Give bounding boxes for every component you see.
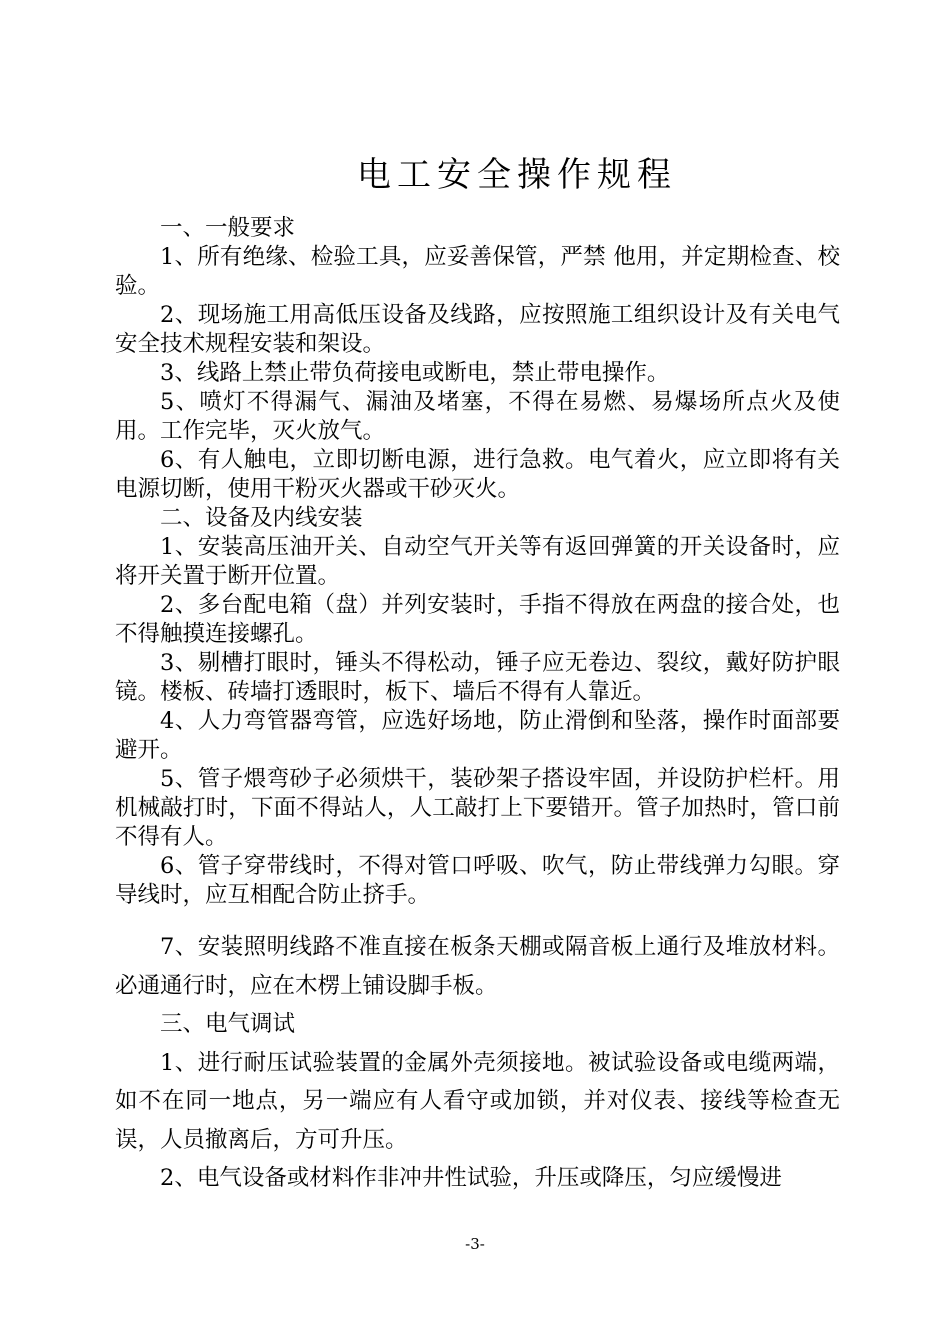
page-number: -3- bbox=[465, 1235, 485, 1253]
body-text-loose bbox=[115, 928, 840, 1198]
paragraph: 2、电气设备或材料作非冲井性试验，升压或降压，匀应缓慢进 bbox=[160, 1165, 782, 1191]
paragraph: 1、进行耐压试验装置的金属外壳须接地。被试验设备或电缆两端，如不在同一地点，另一端应有人看守或加锁，并对仪表、接线等检查无误，人员撤离后，方可升压。 bbox=[115, 1049, 840, 1153]
page-title: 电工安全操作规程 bbox=[357, 155, 677, 195]
section-heading-installation: 二、设备及内线安装 bbox=[160, 505, 363, 531]
paragraph: 5、管子煨弯砂子必须烘干，装砂架子搭设牢固，并设防护栏杆。用机械敲打时，下面不得站人，人工敲打上下要错开。管子加热时，管口前不得有人。 bbox=[115, 766, 840, 850]
paragraph: 2、多台配电箱（盘）并列安装时，手指不得放在两盘的接合处，也不得触摸连接螺孔。 bbox=[115, 592, 840, 647]
paragraph: 6、有人触电，立即切断电源，进行急救。电气着火，应立即将有关电源切断，使用干粉灭火器或干砂灭火。 bbox=[115, 447, 840, 502]
body-text-tight bbox=[115, 214, 840, 910]
paragraph: 2、现场施工用高低压设备及线路，应按照施工组织设计及有关电气安全技术规程安装和架设。 bbox=[115, 302, 840, 357]
paragraph: 5、喷灯不得漏气、漏油及堵塞，不得在易燃、易爆场所点火及使用。工作完毕，灭火放气。 bbox=[115, 389, 840, 444]
paragraph: 1、所有绝缘、检验工具，应妥善保管，严禁 他用，并定期检查、校验。 bbox=[115, 244, 840, 299]
paragraph: 4、人力弯管器弯管，应选好场地，防止滑倒和坠落，操作时面部要避开。 bbox=[115, 708, 840, 763]
paragraph: 1、安装高压油开关、自动空气开关等有返回弹簧的开关设备时，应将开关置于断开位置。 bbox=[115, 534, 840, 589]
paragraph: 6、管子穿带线时，不得对管口呼吸、吹气，防止带线弹力勾眼。穿导线时，应互相配合防止挤手。 bbox=[115, 853, 840, 908]
paragraph: 3、线路上禁止带负荷接电或断电，禁止带电操作。 bbox=[160, 360, 670, 386]
section-heading-testing: 三、电气调试 bbox=[160, 1011, 296, 1037]
paragraph: 7、安装照明线路不准直接在板条天棚或隔音板上通行及堆放材料。必通通行时，应在木楞上铺设脚手板。 bbox=[115, 934, 840, 999]
section-heading-general: 一、一般要求 bbox=[160, 215, 296, 241]
paragraph: 3、剔槽打眼时，锤头不得松动，锤子应无卷边、裂纹，戴好防护眼镜。楼板、砖墙打透眼时，板下、墙后不得有人靠近。 bbox=[115, 650, 840, 705]
